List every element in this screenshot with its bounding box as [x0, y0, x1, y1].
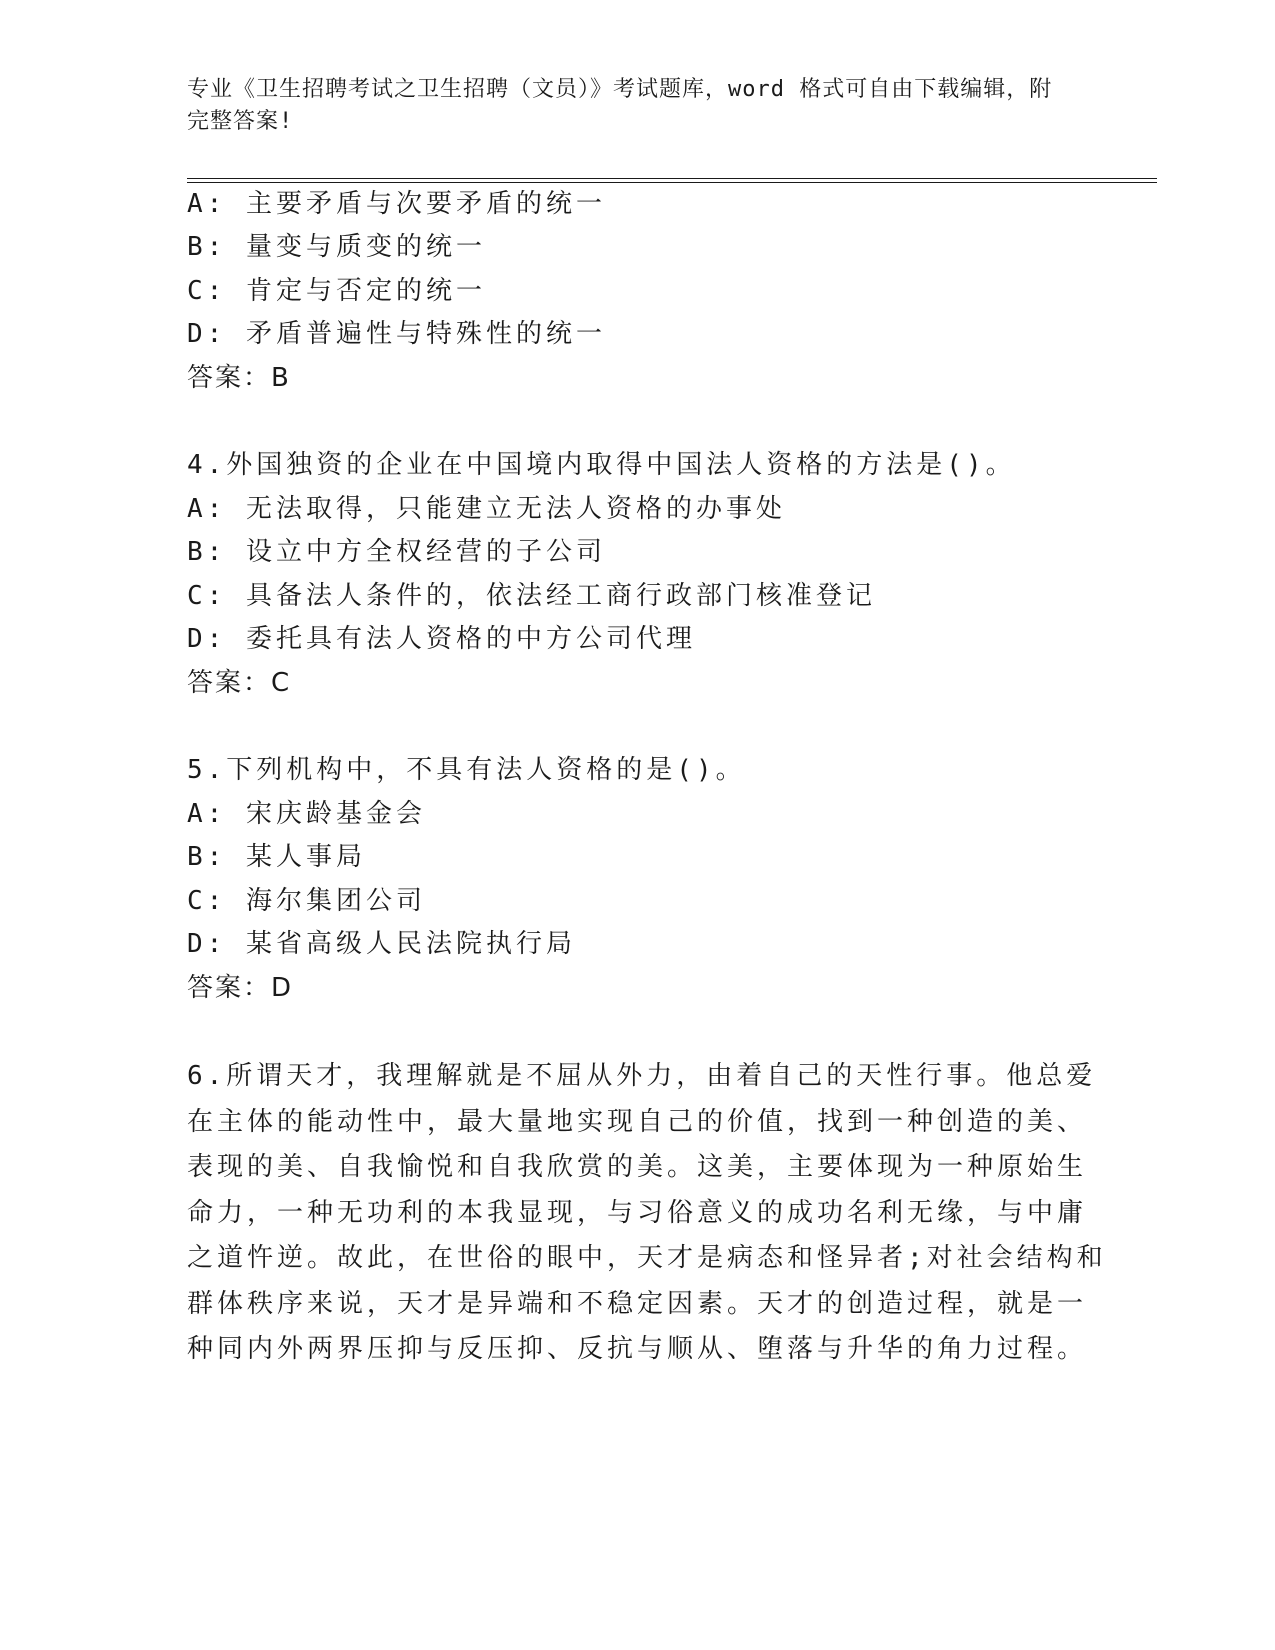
q4-option-b: B: 设立中方全权经营的子公司 — [187, 537, 606, 567]
q3-option-d: D: 矛盾普遍性与特殊性的统一 — [187, 319, 606, 349]
q5-option-b: B: 某人事局 — [187, 842, 366, 872]
q6-passage-line: 表现的美、自我愉悦和自我欣赏的美。这美，主要体现为一种原始生 — [187, 1152, 1088, 1182]
q4-option-a: A: 无法取得，只能建立无法人资格的办事处 — [187, 494, 786, 524]
q5-question: 5.下列机构中，不具有法人资格的是()。 — [187, 755, 746, 785]
q3-option-b: B: 量变与质变的统一 — [187, 232, 486, 262]
q6-passage-line: 群体秩序来说，天才是异端和不稳定因素。天才的创造过程，就是一 — [187, 1288, 1088, 1319]
q6-passage-line: 命力，一种无功利的本我显现，与习俗意义的成功名利无缘，与中庸 — [187, 1197, 1088, 1228]
q6-passage-line: 在主体的能动性中，最大量地实现自己的价值，找到一种创造的美、 — [187, 1106, 1088, 1137]
document-header: 专业《卫生招聘考试之卫生招聘（文员）》考试题库，word 格式可自由下载编辑，附完整答案! — [187, 77, 1053, 134]
q4-option-d: D: 委托具有法人资格的中方公司代理 — [187, 624, 696, 654]
q4-answer: 答案：C — [187, 668, 292, 698]
header-divider-top — [187, 178, 1157, 179]
q6-passage — [187, 1054, 1107, 1373]
q4-question: 4.外国独资的企业在中国境内取得中国法人资格的方法是()。 — [187, 450, 1016, 480]
q4-option-c: C: 具备法人条件的，依法经工商行政部门核准登记 — [187, 581, 876, 611]
q5-answer: 答案：D — [187, 973, 294, 1003]
q6-passage-line: 6.所谓天才，我理解就是不屈从外力，由着自己的天性行事。他总爱 — [187, 1061, 1097, 1091]
q5-option-c: C: 海尔集团公司 — [187, 886, 426, 916]
q6-passage-line: 种同内外两界压抑与反压抑、反抗与顺从、堕落与升华的角力过程。 — [187, 1334, 1088, 1364]
header-divider-bottom — [187, 182, 1157, 183]
q3-option-a: A: 主要矛盾与次要矛盾的统一 — [187, 189, 606, 219]
q3-option-c: C: 肯定与否定的统一 — [187, 276, 486, 306]
q6-passage-line: 之道忤逆。故此，在世俗的眼中，天才是病态和怪异者;对社会结构和 — [187, 1243, 1107, 1273]
q3-answer: 答案：B — [187, 363, 291, 393]
q5-option-d: D: 某省高级人民法院执行局 — [187, 929, 576, 959]
q5-option-a: A: 宋庆龄基金会 — [187, 799, 426, 829]
